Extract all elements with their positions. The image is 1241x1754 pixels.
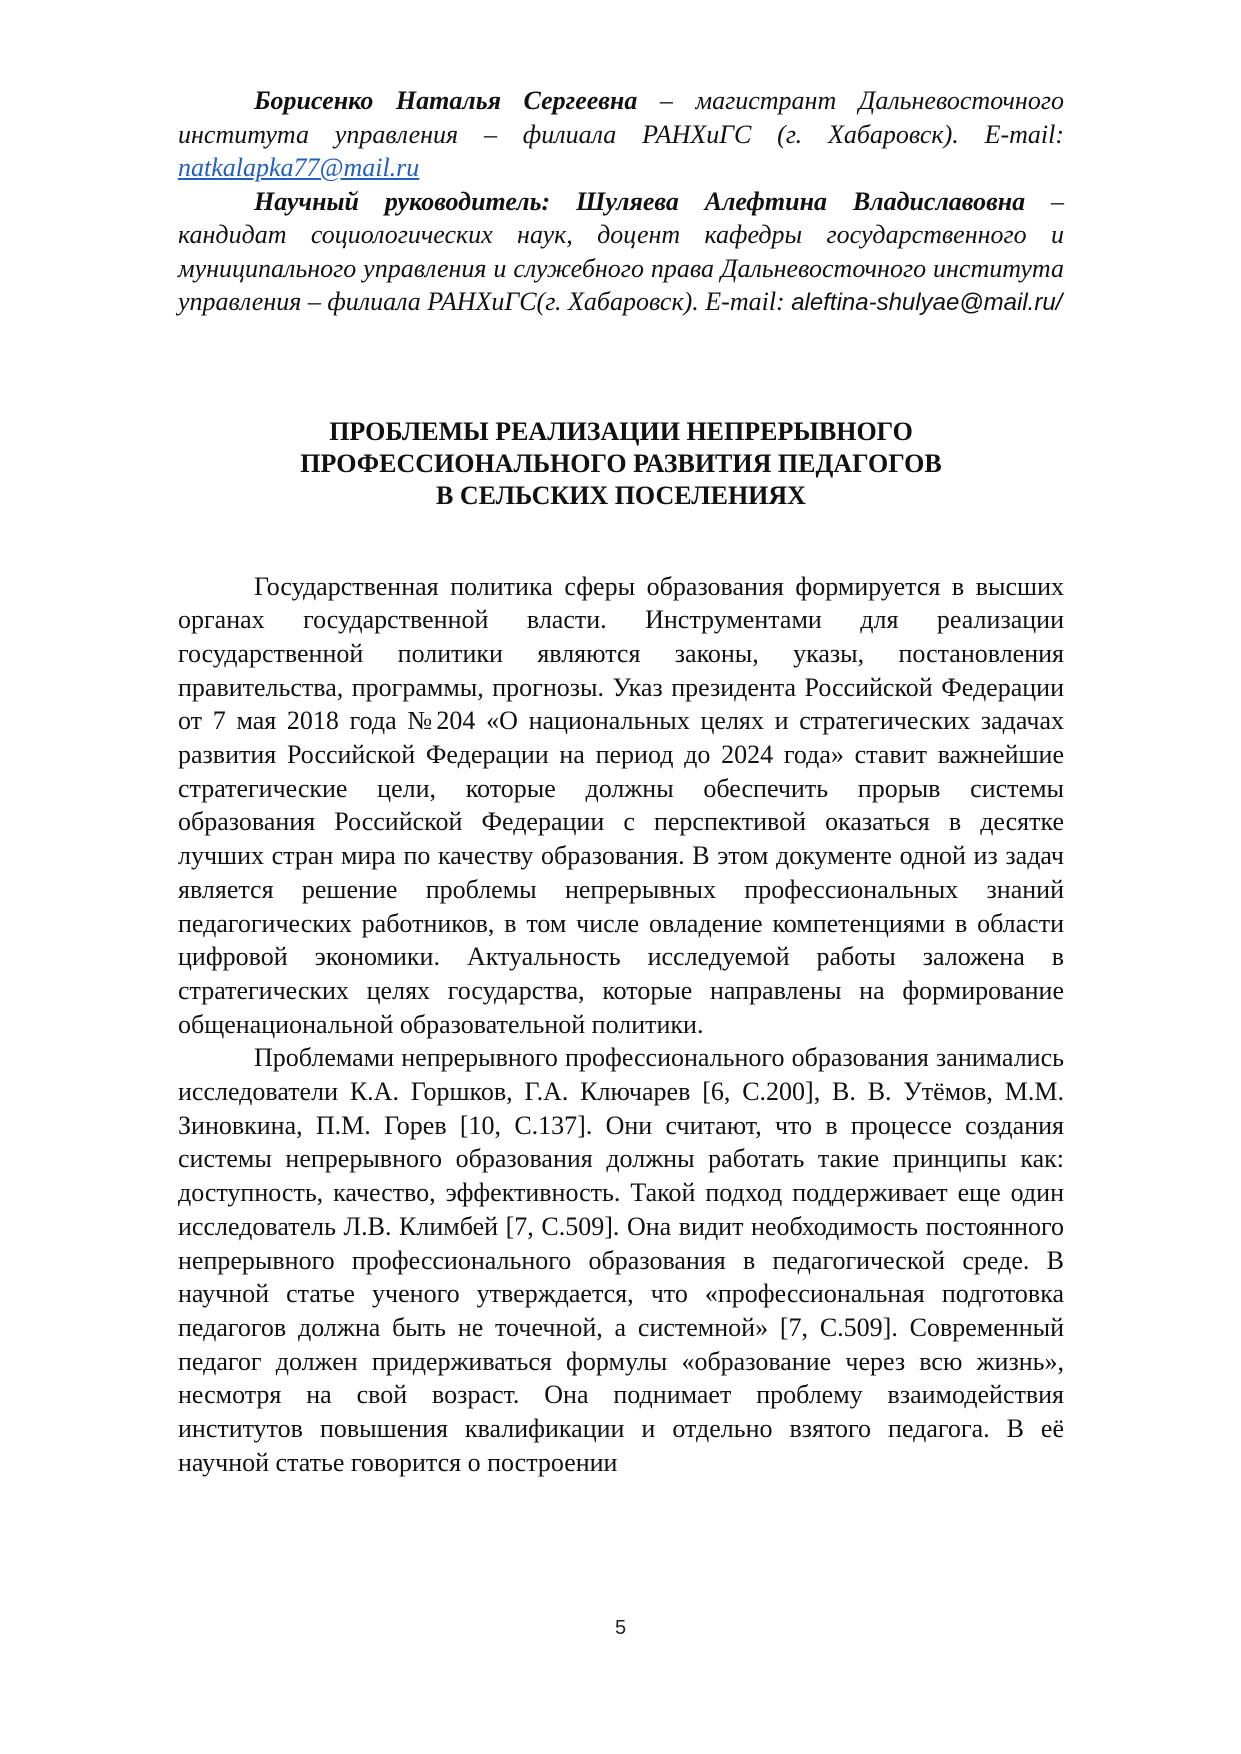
supervisor-name: Научный руководитель: Шуляева Алефтина Владиславовна [254, 186, 1026, 216]
article-title [178, 416, 1064, 512]
author-name: Борисенко Наталья Сергеевна [254, 86, 638, 115]
author-description: – магистрант Дальневосточного института управления – филиала РАНХиГС (г. Хабаровск). E-mail: [178, 86, 1064, 149]
author-info [178, 84, 1064, 320]
supervisor-description: – кандидат социологических наук, доцент кафедры государственного и муниципального управления и служебного права Дальневосточного института управления – филиала РАНХиГС(г. Хабаровск). E-mail: [178, 186, 1064, 316]
title-line-3: В СЕЛЬСКИХ ПОСЕЛЕНИЯХ [436, 480, 806, 510]
title-line-2: ПРОФЕССИОНАЛЬНОГО РАЗВИТИЯ ПЕДАГОГОВ [300, 448, 942, 478]
supervisor-email: aleftina-shulyae@mail.ru/ [791, 289, 1063, 316]
article-body [178, 570, 1064, 1480]
author-paragraph [178, 84, 1064, 185]
title-line-1: ПРОБЛЕМЫ РЕАЛИЗАЦИИ НЕПРЕРЫВНОГО [329, 416, 913, 446]
document-page [178, 84, 1064, 1479]
supervisor-paragraph [178, 185, 1064, 320]
page-number: 5 [614, 1617, 627, 1639]
author-email-link[interactable]: natkalapka77@mail.ru [178, 153, 420, 182]
body-paragraph-2: Проблемами непрерывного профессионального образования занимались исследователи К.А. Горшков, Г.А. Ключарев [6, С.200], В. В. Утёмов, М.М. Зиновкина, П.М. Горев [10, С.137]. Они считают, что в процессе создания системы непрерывного образования должны работать такие принципы как: доступность, качество, эффективность. Такой подход поддерживает еще один исследователь Л.В. Климбей [7, С.509]. Она видит необходимость постоянного непрерывного профессионального образования в педагогической среде. В научной статье ученого утверждается, что «профессиональная подготовка педагогов должна быть не точечной, а системной» [7, С.509]. Современный педагог должен придерживаться формулы «образование через всю жизнь», несмотря на свой возраст. Она поднимает проблему взаимодействия институтов повышения квалификации и отдельно взятого педагога. В её научной статье говорится о построении [178, 1043, 1064, 1477]
body-paragraph-1: Государственная политика сферы образования формируется в высших органах государственной власти. Инструментами для реализации государственной политики являются законы, указы, постановления правительства, программы, прогнозы. Указ президента Российской Федерации от 7 мая 2018 года №204 «О национальных целях и стратегических задачах развития Российской Федерации на период до 2024 года» ставит важнейшие стратегические цели, которые должны обеспечить прорыв системы образования Российской Федерации с перспективой оказаться в десятке лучших стран мира по качеству образования. В этом документе одной из задач является решение проблемы непрерывных профессиональных знаний педагогических работников, в том числе овладение компетенциями в области цифровой экономики. Актуальность исследуемой работы заложена в стратегических целях государства, которые направлены на формирование общенациональной образовательной политики. [178, 571, 1064, 1039]
